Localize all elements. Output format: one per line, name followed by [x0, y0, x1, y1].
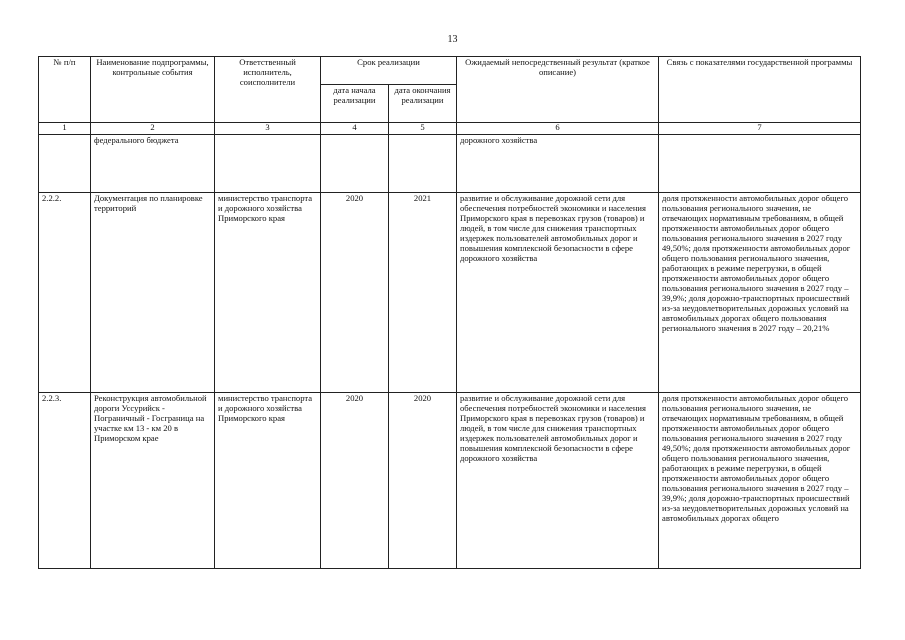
table-row: [39, 135, 861, 193]
row-executor: [215, 135, 321, 193]
column-number: 6: [457, 123, 659, 135]
row-name: Документация по планировке территорий: [91, 193, 215, 393]
row-name: федерального бюджета: [91, 135, 215, 193]
row-num: [39, 135, 91, 193]
row-start-date: 2020: [321, 393, 389, 569]
row-num: 2.2.2.: [39, 193, 91, 393]
column-number: 3: [215, 123, 321, 135]
column-number: 5: [389, 123, 457, 135]
row-start-date: [321, 135, 389, 193]
row-end-date: 2020: [389, 393, 457, 569]
row-result: развитие и обслуживание дорожной сети для обеспечения потребностей экономики и населения Приморского края в перевозках грузов (товаров) и людей, в том числе для снижения транспортных издержек пользователей автомобильных дорог и повышения комплексной безопасности в сфере дорожного хозяйства: [457, 193, 659, 393]
header-name: Наименование подпрограммы, контрольные события: [91, 57, 215, 123]
table-row: [39, 193, 861, 393]
column-numbers-row: [39, 123, 861, 135]
column-number: 7: [659, 123, 861, 135]
row-executor: министерство транспорта и дорожного хозяйства Приморского края: [215, 193, 321, 393]
header-end-date: дата окончания реализации: [389, 85, 457, 123]
table-body: [39, 135, 861, 569]
plan-table: [38, 56, 861, 569]
row-result: дорожного хозяйства: [457, 135, 659, 193]
row-executor: министерство транспорта и дорожного хозяйства Приморского края: [215, 393, 321, 569]
table-row: [39, 393, 861, 569]
row-result: развитие и обслуживание дорожной сети для обеспечения потребностей экономики и населения Приморского края в перевозках грузов (товаров) и людей, в том числе для снижения транспортных издержек пользователей автомобильных дорог и повышения комплексной безопасности в сфере дорожного хозяйства: [457, 393, 659, 569]
row-name: Реконструкция автомобильной дороги Уссурийск - Пограничный - Госграница на участке км 13 - км 20 в Приморском крае: [91, 393, 215, 569]
header-link: Связь с показателями государственной программы: [659, 57, 861, 123]
column-number: 2: [91, 123, 215, 135]
header-executor: Ответственный исполнитель, соисполнители: [215, 57, 321, 123]
header-start-date: дата начала реализации: [321, 85, 389, 123]
row-end-date: 2021: [389, 193, 457, 393]
column-number: 1: [39, 123, 91, 135]
row-num: 2.2.3.: [39, 393, 91, 569]
header-result: Ожидаемый непосредственный результат (краткое описание): [457, 57, 659, 123]
page-number: 13: [447, 34, 458, 45]
row-link: доля протяженности автомобильных дорог общего пользования регионального значения, не отвечающих нормативным требованиям, в общей протяженности автомобильных дорог общего пользования регионального значения в 2027 году 49,50%; доля протяженности автомобильных дорог общего пользования регионального значения, работающих в режиме перегрузки, в общей протяженности автомобильных дорог общего пользования регионального значения в 2027 году – 39,9%; доля дорожно-транспортных происшествий из-за неудовлетворительных дорожных условий на автомобильных дорогах общего: [659, 393, 861, 569]
row-link: [659, 135, 861, 193]
row-link: доля протяженности автомобильных дорог общего пользования регионального значения, не отвечающих нормативным требованиям, в общей протяженности автомобильных дорог общего пользования регионального значения в 2027 году 49,50%; доля протяженности автомобильных дорог общего пользования регионального значения, работающих в режиме перегрузки, в общей протяженности автомобильных дорог общего пользования регионального значения в 2027 году – 39,9%; доля дорожно-транспортных происшествий из-за неудовлетворительных дорожных условий на автомобильных дорогах общего пользования регионального значения в 2027 году – 20,21%: [659, 193, 861, 393]
row-start-date: 2020: [321, 193, 389, 393]
table-header: [39, 57, 861, 135]
header-num: № п/п: [39, 57, 91, 123]
row-end-date: [389, 135, 457, 193]
column-number: 4: [321, 123, 389, 135]
header-period: Срок реализации: [321, 57, 457, 85]
